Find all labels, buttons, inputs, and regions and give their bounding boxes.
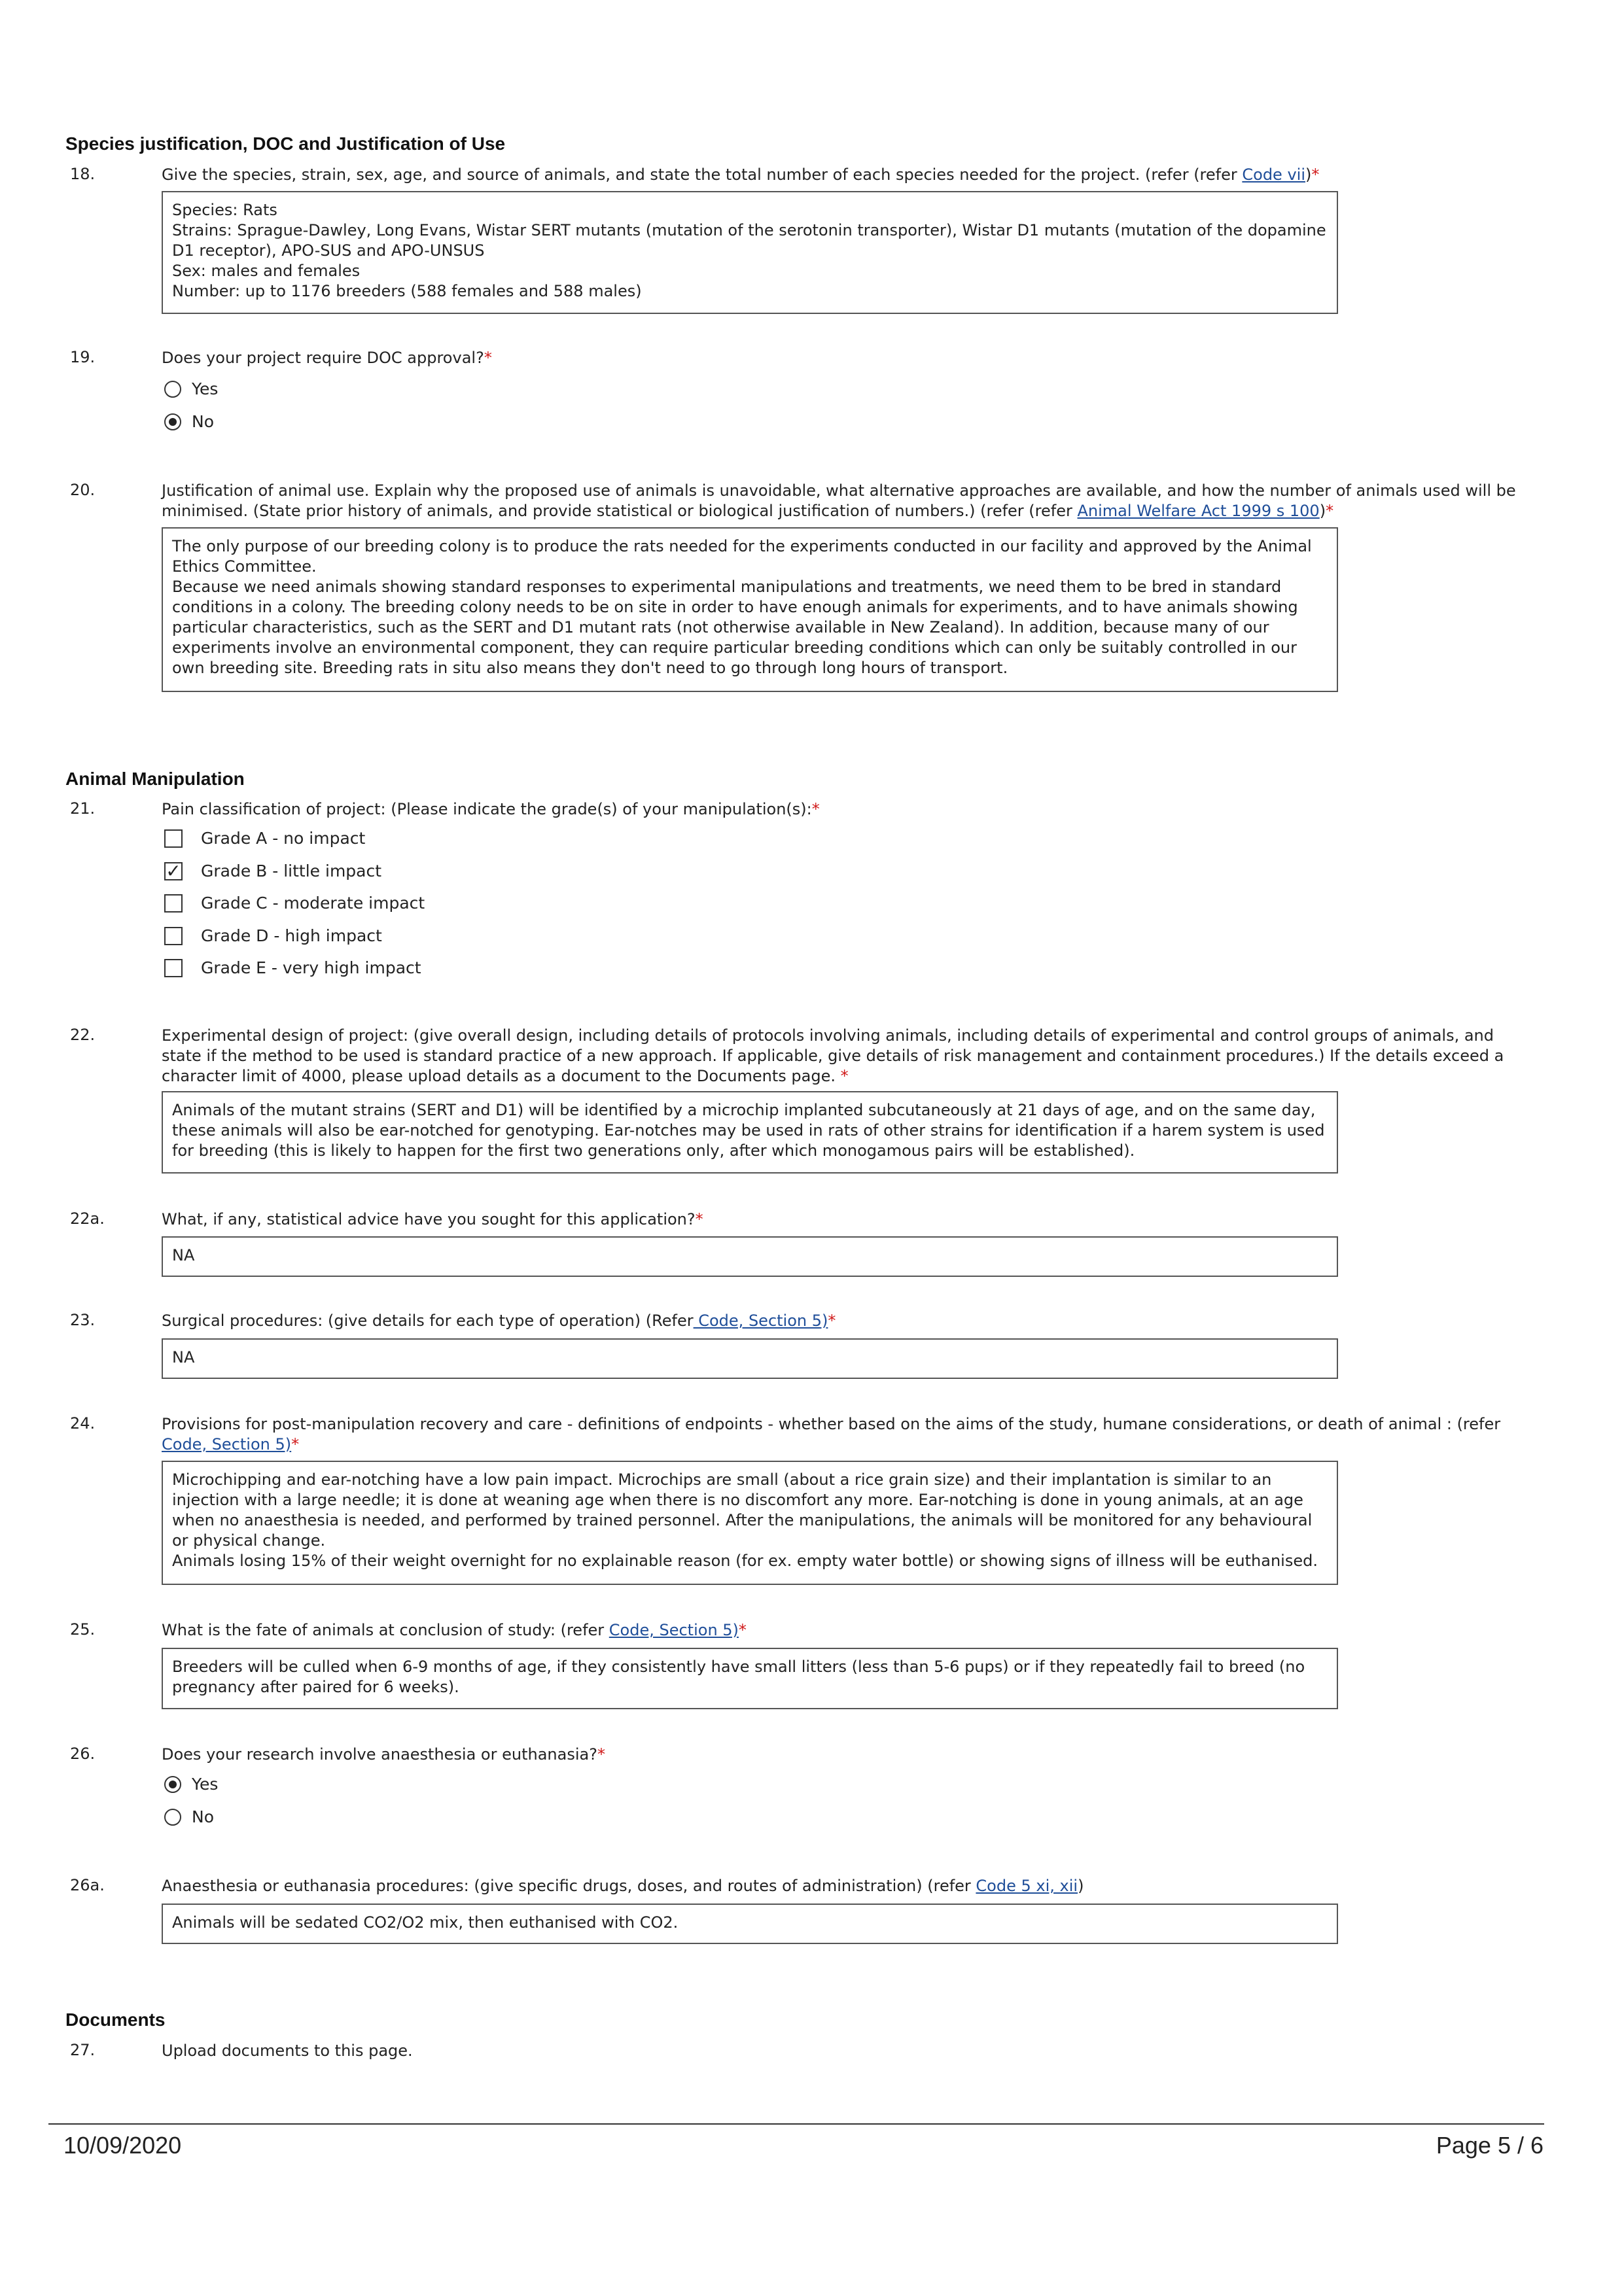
q21-option-label: Grade C - moderate impact xyxy=(201,894,425,913)
q20-number: 20. xyxy=(70,481,96,499)
q26a-answer-box[interactable] xyxy=(162,1904,1338,1944)
q20-required-mark: * xyxy=(1326,502,1334,520)
q22a-number: 22a. xyxy=(70,1209,105,1228)
q18-answer-line: Sex: males and females xyxy=(172,262,361,280)
q21-option-b[interactable] xyxy=(164,861,381,880)
q21-checkbox-e[interactable] xyxy=(164,959,183,977)
q21-text: Pain classification of project: (Please indicate the grade(s) of your manipulation(s): xyxy=(162,800,812,818)
q25-text: What is the fate of animals at conclusion of study: (refer xyxy=(162,1621,609,1639)
footer-page-number: Page 5 / 6 xyxy=(1436,2132,1544,2159)
q19-option-yes[interactable] xyxy=(164,379,218,398)
q23-text: Surgical procedures: (give details for each type of operation) (Refer xyxy=(162,1312,694,1330)
q22-text: Experimental design of project: (give overall design, including details of protocols involving animals, including details of experimental and control groups of animals, and state if the method to be used is standard practice of a new approach. If applicable, give details of risk management and containment procedures.) If the details exceed a character limit of 4000, please upload details as a document to the Documents page. xyxy=(162,1026,1504,1085)
q23-question xyxy=(162,1311,1536,1331)
q21-checkbox-a[interactable] xyxy=(164,829,183,848)
q26-option-no[interactable] xyxy=(164,1807,214,1826)
footer-date: 10/09/2020 xyxy=(63,2132,182,2159)
q26-option-label: Yes xyxy=(192,1775,219,1794)
q19-option-label: No xyxy=(192,412,214,431)
q21-option-label: Grade E - very high impact xyxy=(201,958,421,977)
q20-text: Justification of animal use. Explain why the proposed use of animals is unavoidable, what alternative approaches are available, and how the number of animals used will be minimised. (State prior history of animals, and provide statistical or biological justification of numbers.) (refer (refer xyxy=(162,481,1516,520)
q23-answer-text: NA xyxy=(172,1348,195,1366)
q26a-number: 26a. xyxy=(70,1876,105,1894)
q26a-code-link[interactable]: Code 5 xi, xii xyxy=(976,1877,1078,1895)
q20-answer-line: The only purpose of our breeding colony is to produce the rats needed for the experiments conducted in our facility and approved by the Animal Ethics Committee. xyxy=(172,537,1312,576)
q21-option-label: Grade B - little impact xyxy=(201,861,382,880)
q18-answer-line: Strains: Sprague-Dawley, Long Evans, Wistar SERT mutants (mutation of the serotonin transporter), Wistar D1 mutants (mutation of the dopamine D1 receptor), APO-SUS and APO-UNSUS xyxy=(172,221,1326,260)
section-title-species: Species justification, DOC and Justification of Use xyxy=(65,133,506,154)
q27-question xyxy=(162,2041,1536,2061)
q26a-question xyxy=(162,1876,1536,1896)
q21-checkbox-b[interactable]: ✓ xyxy=(164,862,183,880)
q26-radio-yes[interactable] xyxy=(164,1776,181,1793)
q26-question xyxy=(162,1745,1536,1765)
q27-text: Upload documents to this page. xyxy=(162,2042,413,2060)
q25-answer-text: Breeders will be culled when 6-9 months of age, if they consistently have small litters (less than 5-6 pups) or if they repeatedly fail to breed (no pregnancy after paired for 6 weeks). xyxy=(172,1658,1305,1696)
q21-question xyxy=(162,799,1536,820)
q20-answer-box[interactable] xyxy=(162,527,1338,692)
q21-number: 21. xyxy=(70,799,96,818)
section-title-manipulation: Animal Manipulation xyxy=(65,769,245,789)
q18-question xyxy=(162,165,1536,185)
q20-question xyxy=(162,481,1536,521)
q26-text: Does your research involve anaesthesia or euthanasia? xyxy=(162,1745,597,1764)
q21-option-e[interactable] xyxy=(164,958,421,977)
q22-answer-box[interactable] xyxy=(162,1091,1338,1174)
q22-question xyxy=(162,1026,1536,1087)
q23-number: 23. xyxy=(70,1311,96,1329)
q26a-answer-text: Animals will be sedated CO2/O2 mix, then euthanised with CO2. xyxy=(172,1913,679,1932)
q19-number: 19. xyxy=(70,348,96,366)
q26-option-yes[interactable] xyxy=(164,1775,218,1794)
q18-code-link[interactable]: Code vii xyxy=(1242,165,1305,184)
q20-close: ) xyxy=(1319,502,1326,520)
q24-answer-line: Animals losing 15% of their weight overnight for no explainable reason (for ex. empty water bottle) or showing signs of illness will be euthanised. xyxy=(172,1552,1318,1570)
q22a-answer-text: NA xyxy=(172,1246,195,1264)
q20-answer-line: Because we need animals showing standard responses to experimental manipulations and treatments, we need them to be bred in standard conditions in a colony. The breeding colony needs to be on site in order to have enough animals for experiments, and to have animals showing particular characteristics, such as the SERT and D1 mutant rats (not otherwise available in New Zealand). In addition, because many of our experiments involve an environmental component, they can require particular breeding conditions which can only be suitably controlled in our own breeding site. Breeding rats in situ also means they don't need to go through long hours of transport. xyxy=(172,578,1298,677)
q21-option-a[interactable] xyxy=(164,829,365,848)
q26-number: 26. xyxy=(70,1745,96,1763)
q22a-required-mark: * xyxy=(695,1210,703,1228)
q25-required-mark: * xyxy=(738,1621,747,1639)
q24-number: 24. xyxy=(70,1414,96,1433)
q21-checkbox-d[interactable] xyxy=(164,927,183,945)
q21-required-mark: * xyxy=(811,800,820,818)
q26-required-mark: * xyxy=(597,1745,605,1764)
q20-act-link[interactable]: Animal Welfare Act 1999 s 100 xyxy=(1077,502,1320,520)
q18-answer-box[interactable] xyxy=(162,191,1338,314)
q25-code-link[interactable]: Code, Section 5) xyxy=(609,1621,739,1639)
q18-required-mark: * xyxy=(1311,165,1320,184)
q18-answer-line: Species: Rats xyxy=(172,201,277,219)
q26-radio-no[interactable] xyxy=(164,1809,181,1826)
q23-required-mark: * xyxy=(828,1312,836,1330)
q24-code-link[interactable]: Code, Section 5) xyxy=(162,1435,292,1453)
q22a-answer-box[interactable] xyxy=(162,1236,1338,1277)
q27-number: 27. xyxy=(70,2041,96,2059)
q25-question xyxy=(162,1620,1536,1641)
q26a-text: Anaesthesia or euthanasia procedures: (give specific drugs, doses, and routes of administration) (refer xyxy=(162,1877,976,1895)
q19-question xyxy=(162,348,1536,368)
q18-text: Give the species, strain, sex, age, and source of animals, and state the total number of each species needed for the project. (refer (refer xyxy=(162,165,1243,184)
q21-option-c[interactable] xyxy=(164,894,425,913)
q25-answer-box[interactable] xyxy=(162,1648,1338,1709)
q25-number: 25. xyxy=(70,1620,96,1639)
footer-divider xyxy=(48,2123,1544,2125)
section-title-documents: Documents xyxy=(65,2009,166,2030)
q22-answer-text: Animals of the mutant strains (SERT and D1) will be identified by a microchip implanted subcutaneously at 21 days of age, and on the same day, these animals will also be ear-notched for genotyping. Ear-notches may be used in rats of other strains for identification if a harem system is used for breeding (this is likely to happen for the first two generations only, after which monogamous pairs will be established). xyxy=(172,1101,1325,1160)
q18-close: ) xyxy=(1305,165,1312,184)
q21-option-d[interactable] xyxy=(164,926,382,945)
q19-option-label: Yes xyxy=(192,379,219,398)
q24-text: Provisions for post-manipulation recovery and care - definitions of endpoints - whether based on the aims of the study, humane considerations, or death of animal : (refer xyxy=(162,1415,1501,1433)
q24-answer-line: Microchipping and ear-notching have a low pain impact. Microchips are small (about a rice grain size) and their implantation is similar to an injection with a large needle; it is done at weaning age when there is no discomfort any more. Ear-notching is done in young animals, at an age when no anaesthesia is needed, and performed by trained personnel. After the manipulations, the animals will be monitored for any behavioural or physical change. xyxy=(172,1470,1313,1550)
q19-radio-no[interactable] xyxy=(164,413,181,430)
q21-option-label: Grade A - no impact xyxy=(201,829,366,848)
q22-required-mark: * xyxy=(840,1067,849,1085)
q24-required-mark: * xyxy=(291,1435,300,1453)
q26a-close: ) xyxy=(1078,1877,1084,1895)
q21-checkbox-c[interactable] xyxy=(164,894,183,913)
q23-code-link[interactable]: Code, Section 5) xyxy=(693,1312,828,1330)
q23-answer-box[interactable] xyxy=(162,1338,1338,1379)
q19-radio-yes[interactable] xyxy=(164,381,181,398)
q19-option-no[interactable] xyxy=(164,412,214,431)
q18-number: 18. xyxy=(70,165,96,183)
q19-required-mark: * xyxy=(484,349,492,367)
q19-text: Does your project require DOC approval? xyxy=(162,349,484,367)
q18-answer-line: Number: up to 1176 breeders (588 females and 588 males) xyxy=(172,282,642,300)
q22a-question xyxy=(162,1209,1536,1230)
q22a-text: What, if any, statistical advice have you sought for this application? xyxy=(162,1210,696,1228)
q22-number: 22. xyxy=(70,1026,96,1044)
q21-option-label: Grade D - high impact xyxy=(201,926,382,945)
q24-answer-box[interactable] xyxy=(162,1461,1338,1585)
q26-option-label: No xyxy=(192,1807,214,1826)
q24-question xyxy=(162,1414,1536,1455)
